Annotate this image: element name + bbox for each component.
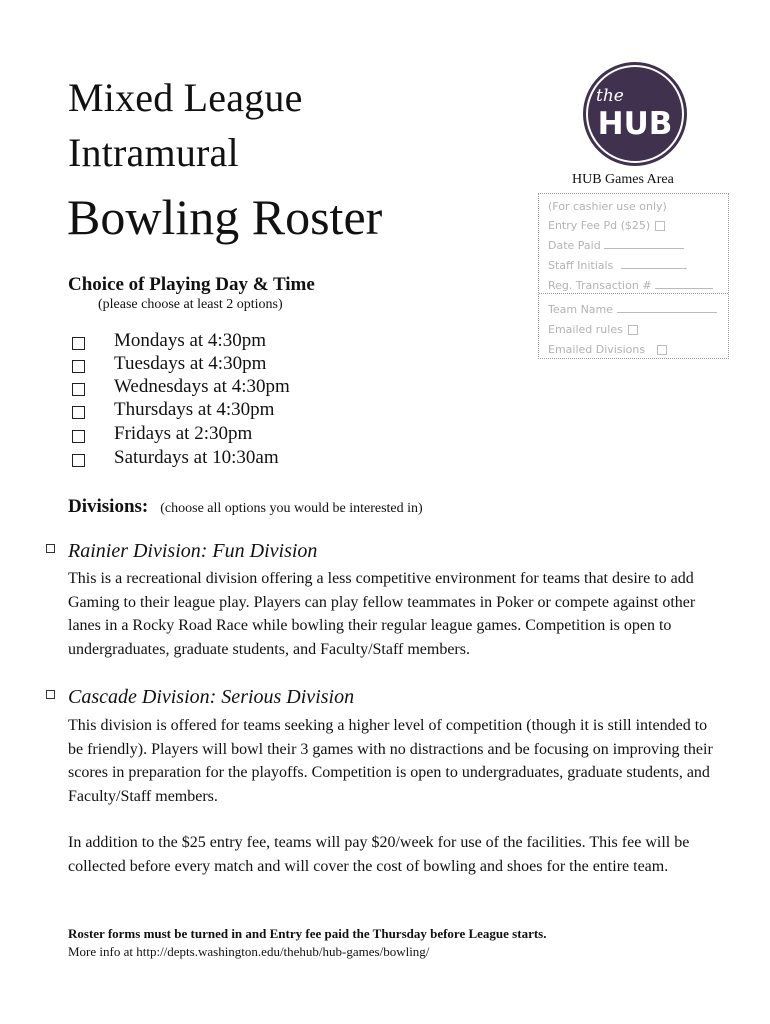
- cashier-divider: [539, 293, 728, 294]
- reg-transaction-row: [548, 279, 713, 292]
- title-line-2: Intramural: [68, 130, 239, 175]
- divisions-header: [68, 496, 423, 518]
- schedule-option: [72, 376, 290, 401]
- schedule-subheading: (please choose at least 2 options): [98, 297, 283, 312]
- fees-paragraph: In addition to the $25 entry fee, teams will pay $20/week for use of the facilities. This fee will be collected before every match and will cover the cost of bowling and shoes for the entire team.: [68, 834, 690, 875]
- emailed-rules-row: [548, 323, 638, 336]
- divisions-note: (choose all options you would be interested in): [160, 501, 423, 516]
- hub-logo: [582, 61, 688, 167]
- schedule-option: [72, 423, 253, 448]
- schedule-option-label: Mondays at 4:30pm: [114, 330, 266, 351]
- rainier-division-checkbox[interactable]: [46, 544, 55, 553]
- thursday-checkbox[interactable]: [72, 406, 85, 419]
- staff-initials-field[interactable]: [621, 259, 687, 269]
- schedule-option: [72, 330, 266, 355]
- emailed-divisions-label: Emailed Divisions: [548, 343, 646, 356]
- cascade-division-title: Cascade Division: Serious Division: [68, 686, 355, 708]
- friday-checkbox[interactable]: [72, 430, 85, 443]
- schedule-option: [72, 399, 275, 424]
- monday-checkbox[interactable]: [72, 337, 85, 350]
- schedule-option-label: Wednesdays at 4:30pm: [114, 376, 290, 397]
- emailed-divisions-row: [548, 343, 667, 356]
- emailed-divisions-checkbox[interactable]: [657, 345, 667, 355]
- logo-the-text: the: [596, 86, 624, 106]
- divisions-heading: Divisions:: [68, 496, 149, 517]
- logo-caption: HUB Games Area: [572, 172, 674, 187]
- schedule-option-label: Saturdays at 10:30am: [114, 447, 279, 468]
- more-info-link[interactable]: More info at http://depts.washington.edu/thehub/hub-games/bowling/: [68, 944, 430, 959]
- logo-hub-text: HUB: [597, 106, 673, 142]
- schedule-option-label: Thursdays at 4:30pm: [114, 399, 275, 420]
- date-paid-label: Date Paid: [548, 239, 601, 252]
- team-name-label: Team Name: [548, 303, 614, 316]
- tuesday-checkbox[interactable]: [72, 360, 85, 373]
- cascade-division-description: This division is offered for teams seeking a higher level of competition (though it is still intended to be friendly). Players will bowl their 3 games with no distractions and be focusing on improving their scores in preparation for the playoffs. Competition is open to undergraduates, graduate students, and Faculty/Staff members.: [68, 717, 713, 805]
- entry-fee-label: Entry Fee Pd ($25): [548, 219, 651, 232]
- date-paid-field[interactable]: [604, 239, 684, 249]
- deadline-note: Roster forms must be turned in and Entry fee paid the Thursday before League starts.: [68, 926, 547, 941]
- title-line-1: Mixed League: [68, 75, 303, 120]
- date-paid-row: [548, 239, 684, 252]
- hub-logo-icon: [582, 61, 688, 167]
- schedule-option-label: Fridays at 2:30pm: [114, 423, 253, 444]
- schedule-option-label: Tuesdays at 4:30pm: [114, 353, 267, 374]
- emailed-rules-checkbox[interactable]: [628, 325, 638, 335]
- rainier-division-title: Rainier Division: Fun Division: [68, 540, 318, 562]
- reg-transaction-field[interactable]: [655, 279, 713, 289]
- schedule-option: [72, 447, 279, 472]
- emailed-rules-label: Emailed rules: [548, 323, 623, 336]
- staff-initials-label: Staff Initials: [548, 259, 614, 272]
- entry-fee-checkbox[interactable]: [655, 221, 665, 231]
- schedule-option: [72, 353, 267, 378]
- cashier-box: [538, 193, 729, 359]
- reg-transaction-label: Reg. Transaction #: [548, 279, 652, 292]
- rainier-division-description: This is a recreational division offering a less competitive environment for teams that desire to add Gaming to their league play. Players can play fellow teammates in Poker or compete against other lanes in a Rocky Road Race while bowling their regular league games. Competition is open to undergraduates, graduate students, and Faculty/Staff members.: [68, 570, 696, 658]
- wednesday-checkbox[interactable]: [72, 383, 85, 396]
- entry-fee-row: [548, 219, 665, 232]
- staff-initials-row: [548, 259, 687, 272]
- saturday-checkbox[interactable]: [72, 454, 85, 467]
- team-name-row: [548, 303, 717, 316]
- schedule-heading: Choice of Playing Day & Time: [68, 274, 315, 295]
- page-title: Bowling Roster: [67, 189, 383, 245]
- cascade-division-checkbox[interactable]: [46, 690, 55, 699]
- team-name-field[interactable]: [617, 303, 717, 313]
- cashier-use-only: (For cashier use only): [548, 200, 667, 213]
